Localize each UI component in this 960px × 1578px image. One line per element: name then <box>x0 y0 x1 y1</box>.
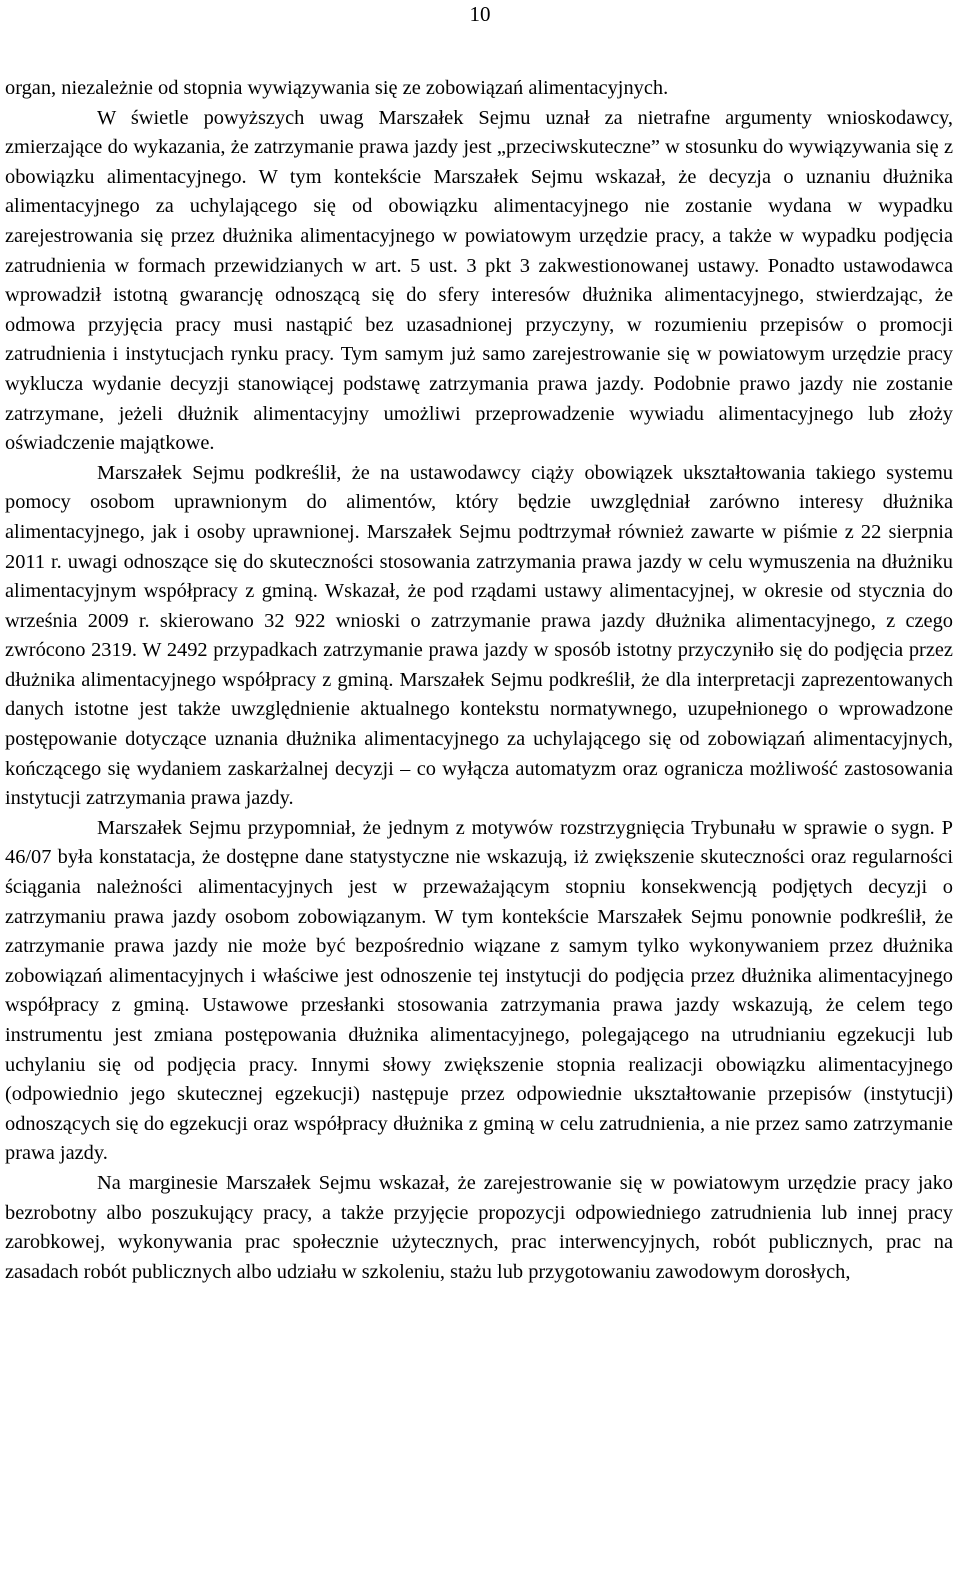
page-number: 10 <box>469 2 491 26</box>
paragraph: Marszałek Sejmu przypomniał, że jednym z motywów rozstrzygnięcia Trybunału w sprawie o sygn. P 46/07 była konstatacja, że dostępne dane statystyczne nie wskazują, iż zwiększenie skuteczności oraz regularności ściągania należności alimentacyjnych jest w przeważającym stopniu konsekwencją podjętych decyzji o zatrzymaniu prawa jazdy osobom zobowiązanym. W tym kontekście Marszałek Sejmu ponownie podkreślił, że zatrzymanie prawa jazdy nie może być bezpośrednio wiązane z samym tylko wykonywaniem przez dłużnika zobowiązań alimentacyjnych i właściwe jest odnoszenie tej instytucji do podjęcia przez dłużnika alimentacyjnego współpracy z gminą. Ustawowe przesłanki stosowania zatrzymania prawa jazdy wskazują, że celem tego instrumentu jest zmiana postępowania dłużnika alimentacyjnego, polegającego na utrudnianiu egzekucji lub uchylaniu się od podjęcia pracy. Innymi słowy zwiększenie stopnia realizacji obowiązku alimentacyjnego (odpowiednio jego skutecznej egzekucji) następuje przez odpowiednie ukształtowanie przepisów (instytucji) odnoszących się do egzekucji oraz współpracy dłużnika z gminą w celu zatrudnienia, a nie przez samo zatrzymanie prawa jazdy. <box>5 816 953 1165</box>
paragraph: Na marginesie Marszałek Sejmu wskazał, że zarejestrowanie się w powiatowym urzędzie pracy jako bezrobotny albo poszukujący pracy, a także przyjęcie propozycji odpowiedniego zatrudnienia lub innej pracy zarobkowej, wykonywania prac społecznie użytecznych, prac interwencyjnych, robót publicznych, prac na zasadach robót publicznych albo udziału w szkoleniu, stażu lub przygotowaniu zawodowym dorosłych, <box>5 1171 953 1283</box>
paragraph: W świetle powyższych uwag Marszałek Sejmu uznał za nietrafne argumenty wnioskodawcy, zmierzające do wykazania, że zatrzymanie prawa jazdy jest „przeciwskuteczne” w stosunku do wywiązywania się z obowiązku alimentacyjnego. W tym kontekście Marszałek Sejmu wskazał, że decyzja o uznaniu dłużnika alimentacyjnego za uchylającego się od obowiązku alimentacyjnego nie zostanie wydana w wypadku zarejestrowania się przez dłużnika alimentacyjnego w powiatowym urzędzie pracy, a także w wypadku podjęcia zatrudnienia w formach przewidzianych w art. 5 ust. 3 pkt 3 zakwestionowanej ustawy. Ponadto ustawodawca wprowadził istotną gwarancję odnoszącą się do sfery interesów dłużnika alimentacyjnego, stwierdzając, że odmowa przyjęcia pracy musi nastąpić bez uzasadnionej przyczyny, w rozumieniu przepisów o promocji zatrudnienia i instytucjach rynku pracy. Tym samym już samo zarejestrowanie się w powiatowym urzędzie pracy wyklucza wydanie decyzji stanowiącej podstawę zatrzymania prawa jazdy. Podobnie prawo jazdy nie zostanie zatrzymane, jeżeli dłużnik alimentacyjny umożliwi przeprowadzenie wywiadu alimentacyjnego lub złoży oświadczenie majątkowe. <box>5 106 953 455</box>
paragraph-continuation: organ, niezależnie od stopnia wywiązywania się ze zobowiązań alimentacyjnych. <box>5 77 669 99</box>
paragraph: Marszałek Sejmu podkreślił, że na ustawodawcy ciąży obowiązek ukształtowania takiego systemu pomocy osobom uprawnionym do alimentów, który będzie uwzględniał zarówno interesy dłużnika alimentacyjnego, jak i osoby uprawnionej. Marszałek Sejmu podtrzymał również zawarte w piśmie z 22 sierpnia 2011 r. uwagi odnoszące się do skuteczności stosowania zatrzymania prawa jazdy w celu wymuszenia na dłużniku alimentacyjnym współpracy z gminą. Wskazał, że pod rządami ustawy alimentacyjnej, w okresie od stycznia do września 2009 r. skierowano 32 922 wnioski o zatrzymanie prawa jazdy dłużnika alimentacyjnego, z czego zwrócono 2319. W 2492 przypadkach zatrzymanie prawa jazdy w sposób istotny przyczyniło się do podjęcia przez dłużnika alimentacyjnego współpracy z gminą. Marszałek Sejmu podkreślił, że dla interpretacji zaprezentowanych danych istotne jest także uwzględnienie aktualnego kontekstu normatywnego, uzupełnionego o wprowadzone postępowanie dotyczące uznania dłużnika alimentacyjnego za uchylającego się od zobowiązań alimentacyjnych, kończącego się wydaniem zaskarżalnej decyzji – co wyłącza automatyzm oraz ogranicza możliwość zastosowania instytucji zatrzymania prawa jazdy. <box>5 461 953 810</box>
document-body <box>5 74 953 1287</box>
